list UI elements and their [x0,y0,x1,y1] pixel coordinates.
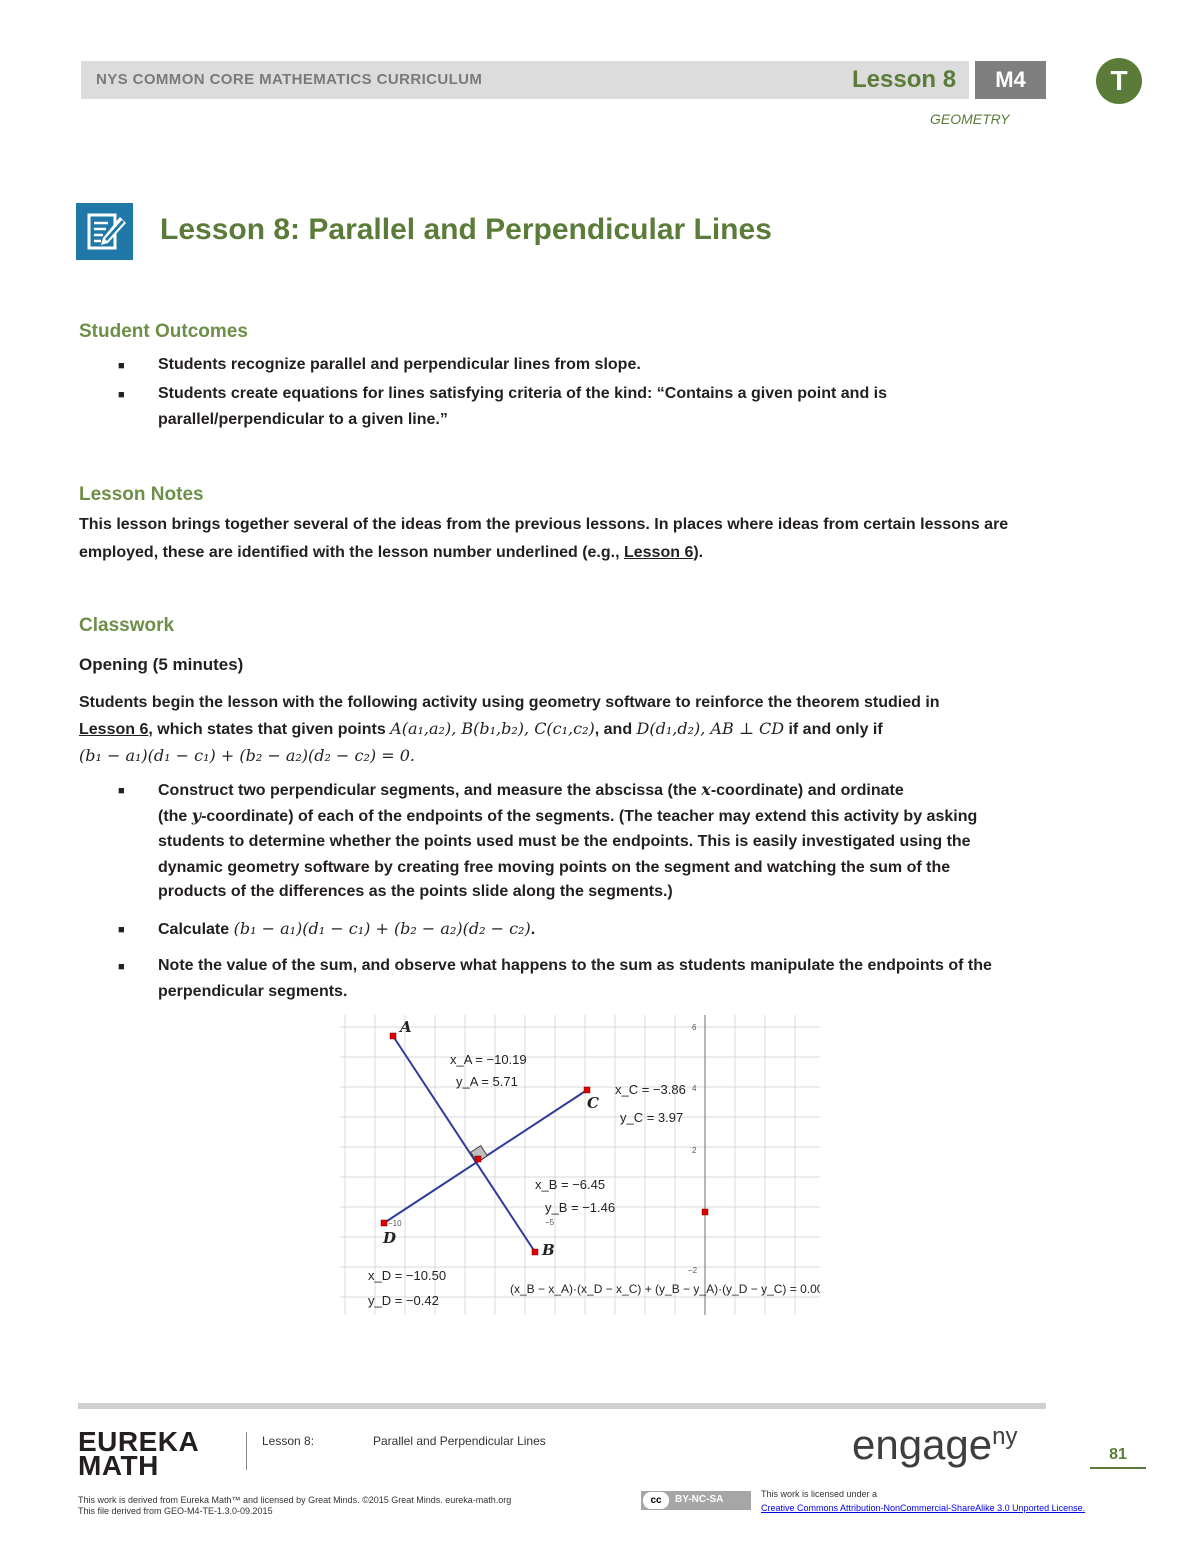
bullet-icon: ■ [118,924,125,936]
outcome-2: Students create equations for lines satisfying criteria of the kind: “Contains a given point and is [158,385,888,402]
license-link[interactable]: Creative Commons Attribution-NonCommercial-ShareAlike 3.0 Unported License. [761,1503,1086,1513]
tick-label: −10 [388,1219,402,1228]
xD-readout: x_D = −10.50 [368,1268,447,1283]
intro-text-iff: if and only if [784,721,883,738]
teacher-badge-icon: T [1096,58,1142,104]
bullet-1-line-3: students to determine whether the points used must be the endpoints. This is easily investigated using the [158,833,971,850]
tick-label: 2 [692,1146,697,1155]
bullet-text: -coordinate) and ordinate [710,782,904,799]
axis-point[interactable] [702,1209,708,1215]
bullet-1-line-2 [158,803,977,830]
bullet-1-line-4: dynamic geometry software by creating free moving points on the segment and watching the sum of the [158,859,951,876]
bullet-icon: ■ [118,961,125,973]
page-title: Lesson 8: Parallel and Perpendicular Lines [160,213,772,246]
lesson-notes-heading: Lesson Notes [79,484,204,505]
derived-note-2: This file derived from GEO-M4-TE-1.3.0-09.2015 [78,1506,273,1516]
x-var: x [701,780,711,799]
outcome-2-cont: parallel/perpendicular to a given line.” [158,411,448,428]
y-var: y [191,806,202,825]
opening-heading: Opening (5 minutes) [79,655,244,674]
xB-readout: x_B = −6.45 [535,1177,606,1192]
bullet-text: . [530,921,536,938]
intro-line-2 [79,716,883,743]
footer-lesson-label: Lesson 8: [262,1434,315,1448]
label-A: A [400,1018,412,1036]
footer-lesson-name: Parallel and Perpendicular Lines [373,1434,546,1448]
cc-license-badge[interactable] [641,1491,751,1510]
cc-icon: cc [643,1492,669,1509]
sum-readout: (x_B − x_A)·(x_D − x_C) + (y_B − y_A)·(y_D − y_C) = 0.00 [510,1282,820,1296]
xC-readout: x_C = −3.86 [615,1082,686,1097]
cc-label: BY-NC-SA [675,1494,724,1505]
page-number: 81 [1109,1446,1127,1463]
lesson-notes-text-end: ). [693,544,704,561]
label-D: D [383,1229,397,1247]
intro-text-and: , and [594,721,637,738]
bullet-3-line-1: Note the value of the sum, and observe what happens to the sum as students manipulate the endpoints of the [158,957,992,974]
lesson-notes-line-2 [79,540,703,566]
lesson-6-link[interactable]: Lesson 6 [623,544,694,561]
lesson-notes-text: employed, these are identified with the lesson number underlined (e.g., [79,544,624,561]
intro-line-1: Students begin the lesson with the following activity using geometry software to reinforce the theorem studied in [79,694,940,711]
subject-label: GEOMETRY [930,111,1010,127]
perpendicular-math: D(d₁,d₂), AB ⊥ CD [636,719,785,738]
notepad-pencil-icon [76,203,133,260]
bullet-3-line-2: perpendicular segments. [158,983,348,1000]
intersection-point[interactable] [475,1156,481,1162]
outcome-1: Students recognize parallel and perpendicular lines from slope. [158,356,641,373]
licensed-label: This work is licensed under a [761,1489,878,1499]
lesson-6-link-2[interactable]: Lesson 6 [79,721,149,738]
tick-label: −2 [688,1266,698,1275]
curriculum-title: NYS COMMON CORE MATHEMATICS CURRICULUM [96,71,483,88]
eureka-math-logo [78,1426,200,1481]
logo-line-1: EUREKA [78,1426,200,1457]
points-math: A(a₁,a₂), B(b₁,b₂), C(c₁,c₂) [390,719,595,738]
point-C[interactable] [584,1087,590,1093]
label-C: C [587,1094,599,1112]
bullet-icon: ■ [118,389,125,401]
bullet-text: Construct two perpendicular segments, and measure the abscissa (the [158,782,702,799]
footer-divider [246,1432,247,1470]
theorem-equation: (b₁ − a₁)(d₁ − c₁) + (b₂ − a₂)(d₂ − c₂) = 0. [79,746,415,765]
bullet-icon: ■ [118,785,125,797]
intro-text: , which states that given points [148,721,391,738]
xA-readout: x_A = −10.19 [450,1052,527,1067]
student-outcomes-heading: Student Outcomes [79,321,248,342]
bullet-text: (the [158,808,192,825]
logo-line-2: MATH [78,1450,159,1481]
point-D[interactable] [381,1220,387,1226]
point-A[interactable] [390,1033,396,1039]
tick-label: 6 [692,1023,697,1032]
bullet-2 [158,916,535,943]
yD-readout: y_D = −0.42 [368,1293,439,1308]
bullet-text: Calculate [158,921,234,938]
bullet-icon: ■ [118,360,125,372]
sum-math: (b₁ − a₁)(d₁ − c₁) + (b₂ − a₂)(d₂ − c₂) [233,919,531,938]
engage-text: engage [852,1421,993,1468]
lesson-notes-line-1: This lesson brings together several of the ideas from the previous lessons. In places where ideas from certain lessons are [79,516,1009,533]
derived-note-1: This work is derived from Eureka Math™ and licensed by Great Minds. ©2015 Great Minds. eureka-math.org [78,1495,512,1505]
page-number-underline [1090,1467,1146,1469]
module-badge: M4 [975,61,1046,99]
footer-rule [78,1403,1046,1409]
tick-label: −5 [545,1218,555,1227]
point-B[interactable] [532,1249,538,1255]
bullet-text: -coordinate) of each of the endpoints of the segments. (The teacher may extend this activity by asking [201,808,978,825]
segment-AB [393,1036,535,1252]
label-B: B [542,1241,555,1259]
classwork-heading: Classwork [79,615,175,636]
lesson-number: Lesson 8 [852,66,957,93]
yA-readout: y_A = 5.71 [456,1074,518,1089]
tick-label: 4 [692,1084,697,1093]
yC-readout: y_C = 3.97 [620,1110,684,1125]
yB-readout: y_B = −1.46 [545,1200,616,1215]
bullet-1-line-1 [158,777,904,804]
ny-text: ny [992,1423,1018,1450]
geometry-graph [340,1015,820,1315]
bullet-1-line-5: products of the differences as the points slide along the segments.) [158,883,673,900]
engageny-logo [852,1421,1018,1469]
